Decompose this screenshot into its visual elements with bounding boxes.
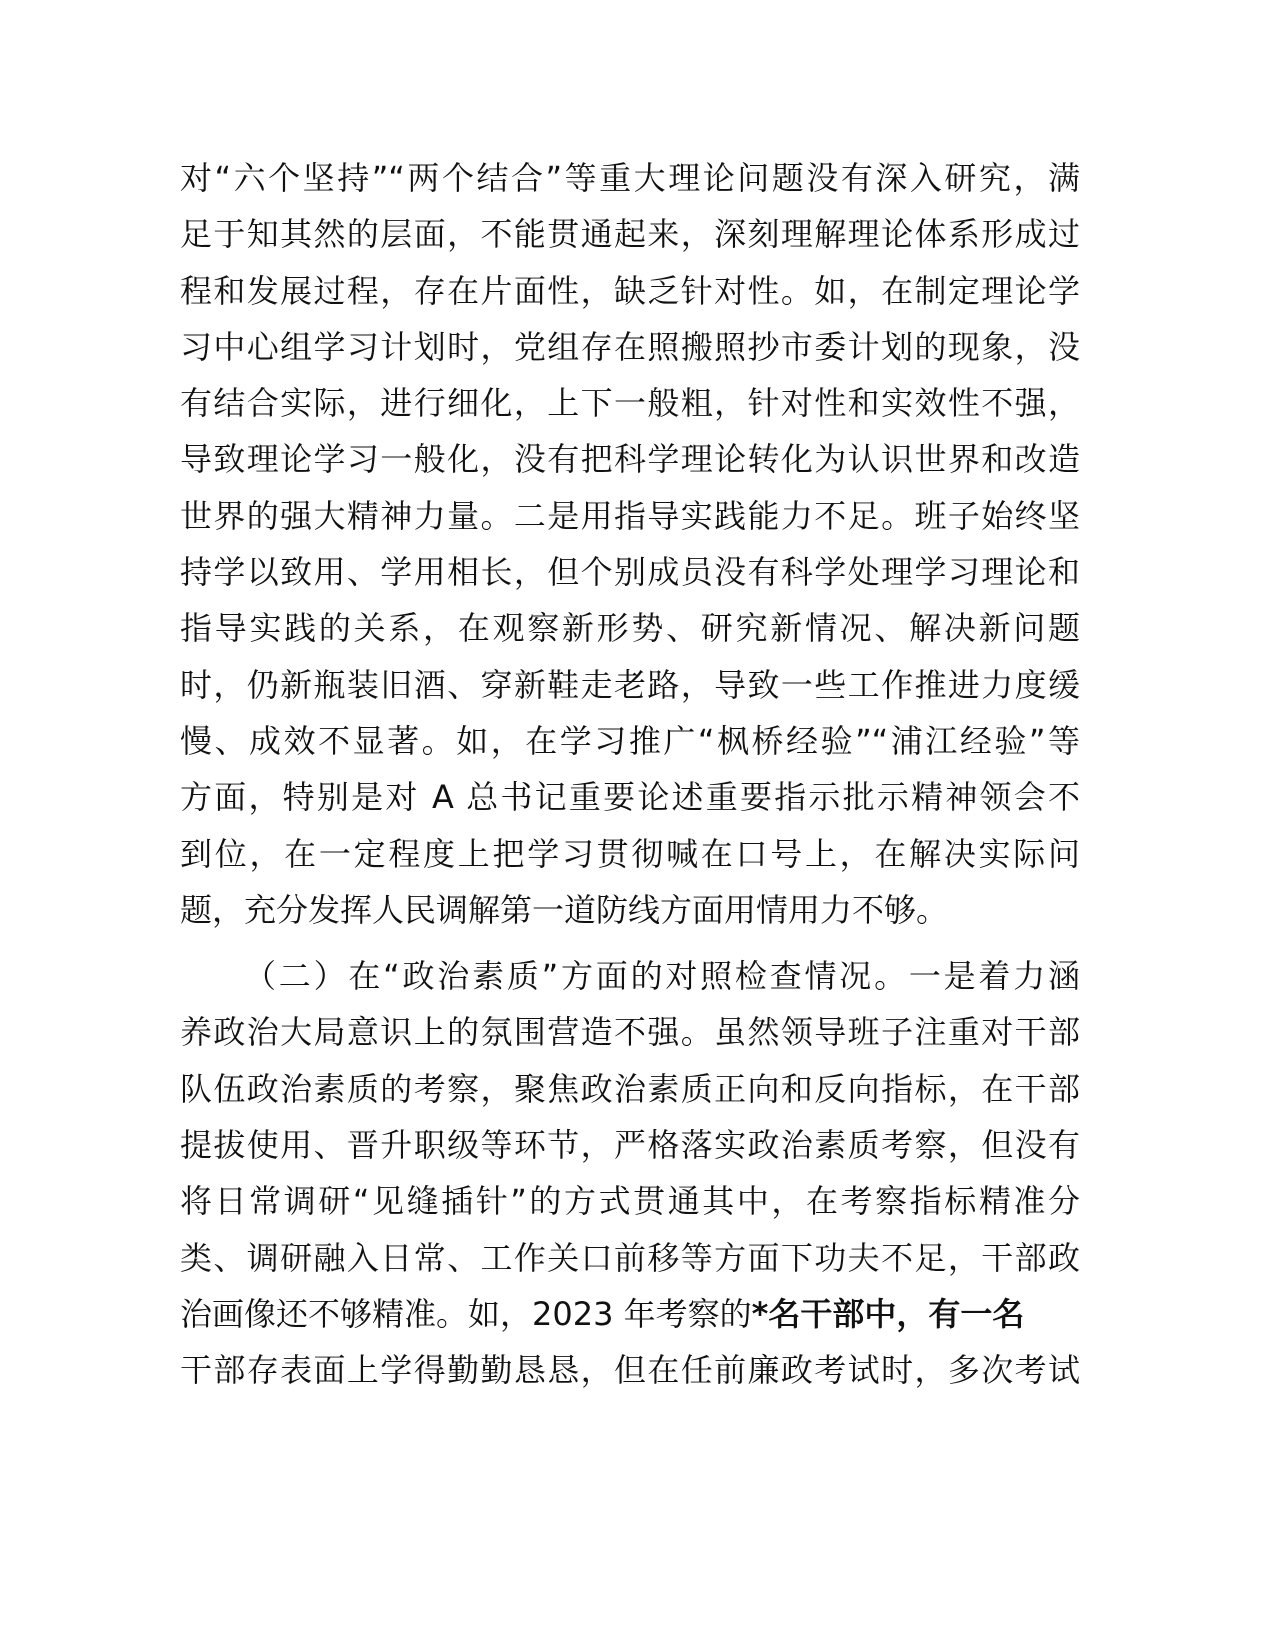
text-line: 导致理论学习一般化，没有把科学理论转化为认识世界和改造	[180, 440, 1080, 479]
text-line: 持学以致用、学用相长，但个别成员没有科学处理学习理论和	[180, 553, 1080, 592]
text-line: 方面，特别是对 A 总书记重要论述重要指示批示精神领会不	[180, 778, 1080, 817]
text-line: 程和发展过程，存在片面性，缺乏针对性。如，在制定理论学	[180, 271, 1080, 310]
text-line: 提拔使用、晋升职级等环节，严格落实政治素质考察，但没有	[180, 1126, 1080, 1165]
text-line: 慢、成效不显著。如，在学习推广“枫桥经验”“浦江经验”等	[180, 721, 1080, 760]
document-body	[180, 150, 1080, 1399]
text-line: 习中心组学习计划时，党组存在照搬照抄市委计划的现象，没	[180, 327, 1080, 366]
text-line: 时，仍新瓶装旧酒、穿新鞋走老路，导致一些工作推进力度缓	[180, 665, 1080, 704]
text-line: 世界的强大精神力量。二是用指导实践能力不足。班子始终坚	[180, 496, 1080, 535]
text-line: 将日常调研“见缝插针”的方式贯通其中，在考察指标精准分	[180, 1182, 1080, 1221]
text-line: 有结合实际，进行细化，上下一般粗，针对性和实效性不强，	[180, 384, 1080, 423]
text-line: 类、调研融入日常、工作关口前移等方面下功夫不足，干部政	[180, 1238, 1080, 1277]
text-line: 养政治大局意识上的氛围营造不强。虽然领导班子注重对干部	[180, 1013, 1080, 1052]
text-line: 到位，在一定程度上把学习贯彻喊在口号上，在解决实际问	[180, 834, 1080, 873]
text-line: 队伍政治素质的考察，聚焦政治素质正向和反向指标，在干部	[180, 1069, 1080, 1108]
mixed-weight-line	[180, 1286, 1080, 1342]
text-line: 干部存表面上学得勤勤恳恳，但在任前廉政考试时，多次考试	[180, 1351, 1080, 1390]
section-heading-line: （二）在“政治素质”方面的对照检查情况。一是着力涵	[244, 957, 1080, 996]
text-line: 对“六个坚持”“两个结合”等重大理论问题没有深入研究，满	[180, 159, 1080, 197]
text-normal-run: 治画像还不够精准。如，2023 年考察的	[180, 1294, 752, 1333]
paragraph-end-line: 题，充分发挥人民调解第一道防线方面用情用力不够。	[180, 890, 949, 929]
text-bold-run: *名干部中，有一名	[751, 1294, 1025, 1333]
text-line: 指导实践的关系，在观察新形势、研究新情况、解决新问题	[180, 609, 1080, 648]
text-line: 足于知其然的层面，不能贯通起来，深刻理解理论体系形成过	[180, 215, 1080, 254]
